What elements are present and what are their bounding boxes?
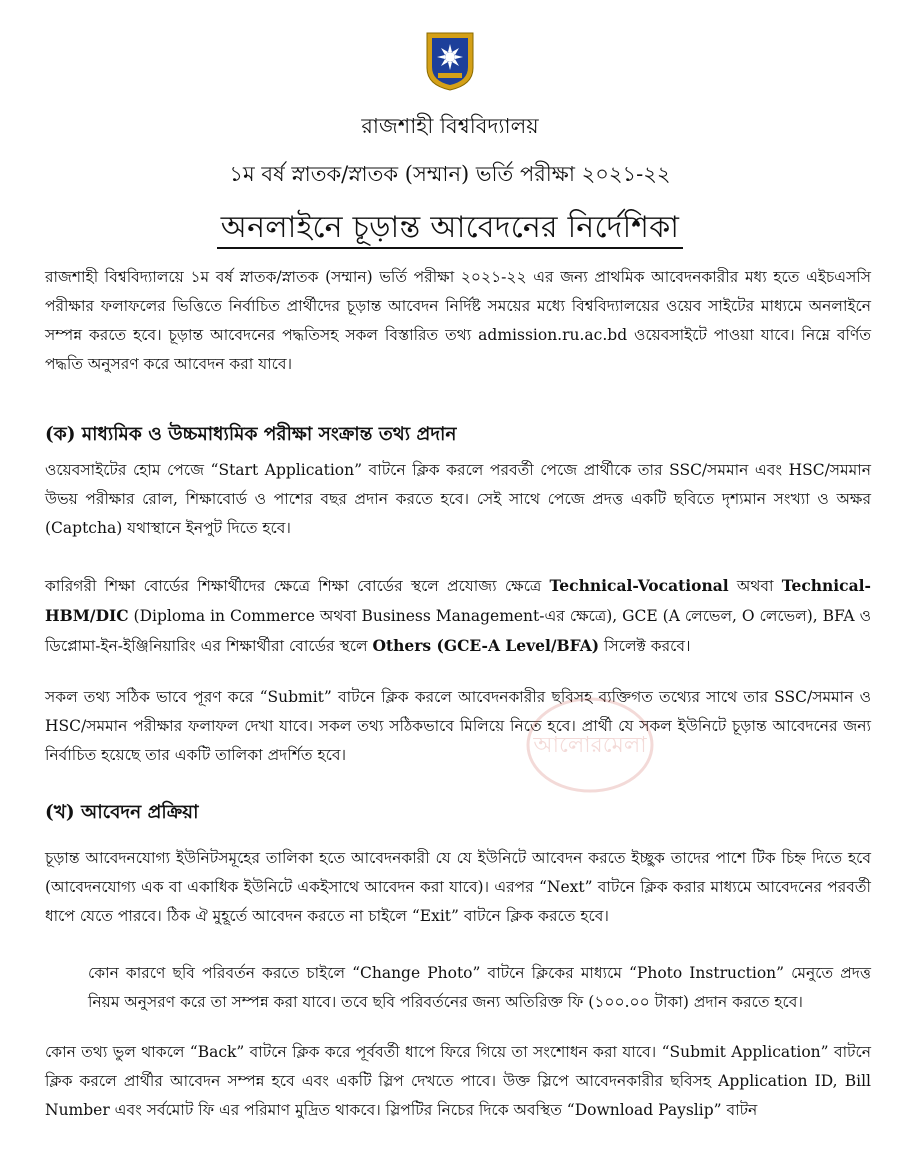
exam-title: ১ম বর্ষ স্নাতক/স্নাতক (সম্মান) ভর্তি পরীক্ষা ২০২১-২২ bbox=[229, 162, 671, 186]
section-kha-paragraph-1: চূড়ান্ত আবেদনযোগ্য ইউনিটসমূহের তালিকা হতে আবেদনকারী যে যে ইউনিটে আবেদন করতে ইচ্ছুক তাদের পাশে টিক চিহ্ন দিতে হবে (আবেদনযোগ্য এক বা একাধিক ইউনিটে একইসাথে আবেদন করা যাবে)। এরপর “Next” বাটনে ক্লিক করার মাধ্যমে আবেদনের পরবর্তী ধাপে যেতে পারবে। ঠিক ঐ মুহূর্তে আবেদন করতে না চাইলে “Exit” বাটনে ক্লিক করতে হবে। bbox=[45, 849, 871, 925]
board-technical-hbm: Technical-HBM/DIC bbox=[45, 576, 871, 625]
watermark-text: আলোরমেলা bbox=[533, 733, 647, 758]
text-run: সিলেক্ট করবে। bbox=[599, 637, 691, 655]
board-others: Others (GCE-A Level/BFA) bbox=[372, 636, 600, 655]
section-kha-paragraph-3: কোন তথ্য ভুল থাকলে “Back” বাটনে ক্লিক করে পূর্ববর্তী ধাপে ফিরে গিয়ে তা সংশোধন করা যাবে। “Submit Application” বাটনে ক্লিক করলে প্রার্থীর আবেদন সম্পন্ন হবে এবং একটি স্লিপ দেখতে পাবে। উক্ত স্লিপে আবেদনকারীর ছবিসহ Application ID, Bill Number এবং সর্বমোট ফি এর পরিমাণ মুদ্রিত থাকবে। স্লিপটির নিচের দিকে অবস্থিত “Download Payslip” বাটন bbox=[45, 1043, 871, 1119]
section-ka-paragraph-3: সকল তথ্য সঠিক ভাবে পূরণ করে “Submit” বাটনে ক্লিক করলে আবেদনকারীর ছবিসহ ব্যক্তিগত তথ্যের সাথে তার SSC/সমমান ও HSC/সমমান পরীক্ষার ফলাফল দেখা যাবে। সকল তথ্য সঠিকভাবে মিলিয়ে নিতে হবে। প্রার্থী যে সকল ইউনিটে চূড়ান্ত আবেদনের জন্য নির্বাচিত হয়েছে তার একটি তালিকা প্রদর্শিত হবে। bbox=[45, 688, 871, 764]
section-kha-heading: (খ) আবেদন প্রক্রিয়া bbox=[45, 802, 199, 823]
text-run: (Diploma in Commerce অথবা Business Management-এর ক্ষেত্রে), GCE (A লেভেল, O লেভেল), BFA ও ডিপ্লোমা-ইন-ইঞ্জিনিয়ারিং এর শিক্ষার্থীরা বোর্ডের স্থলে bbox=[45, 607, 871, 655]
section-ka-paragraph-1: ওয়েবসাইটের হোম পেজে “Start Application” বাটনে ক্লিক করলে পরবর্তী পেজে প্রার্থীকে তার SSC/সমমান এবং HSC/সমমান উভয় পরীক্ষার রোল, শিক্ষাবোর্ড ও পাশের বছর প্রদান করতে হবে। সেই সাথে পেজে প্রদত্ত একটি ছবিতে দৃশ্যমান সংখ্যা ও অক্ষর (Captcha) যথাস্থানে ইনপুট দিতে হবে। bbox=[45, 461, 871, 537]
watermark-stamp-icon bbox=[520, 690, 660, 800]
section-ka-paragraph-2 bbox=[45, 571, 871, 661]
watermark bbox=[520, 690, 660, 800]
board-technical-vocational: Technical-Vocational bbox=[549, 576, 729, 595]
university-logo bbox=[424, 30, 476, 92]
text-run: অথবা bbox=[728, 577, 782, 595]
guide-title bbox=[0, 203, 900, 254]
university-name: রাজশাহী বিশ্ববিদ্যালয় bbox=[361, 114, 539, 138]
university-seal-icon bbox=[424, 30, 476, 92]
section-kha-paragraph-2: কোন কারণে ছবি পরিবর্তন করতে চাইলে “Change Photo” বাটনে ক্লিকের মাধ্যমে “Photo Instruction” মেনুতে প্রদত্ত নিয়ম অনুসরণ করে তা সম্পন্ন করা যাবে। তবে ছবি পরিবর্তনের জন্য অতিরিক্ত ফি (১০০.০০ টাকা) প্রদান করতে হবে। bbox=[88, 964, 871, 1011]
intro-paragraph: রাজশাহী বিশ্ববিদ্যালয়ে ১ম বর্ষ স্নাতক/স্নাতক (সম্মান) ভর্তি পরীক্ষা ২০২১-২২ এর জন্য প্রাথমিক আবেদনকারীর মধ্য হতে এইচএসসি পরীক্ষার ফলাফলের ভিত্তিতে নির্বাচিত প্রার্থীদের চূড়ান্ত আবেদন নির্দিষ্ট সময়ের মধ্যে বিশ্ববিদ্যালয়ের ওয়েব সাইটের মাধ্যমে অনলাইনে সম্পন্ন করতে হবে। চূড়ান্ত আবেদনের পদ্ধতিসহ সকল বিস্তারিত তথ্য admission.ru.ac.bd ওয়েবসাইটে পাওয়া যাবে। নিম্নে বর্ণিত পদ্ধতি অনুসরণ করে আবেদন করা যাবে। bbox=[45, 268, 871, 373]
text-run: কারিগরী শিক্ষা বোর্ডের শিক্ষার্থীদের ক্ষেত্রে শিক্ষা বোর্ডের স্থলে প্রযোজ্য ক্ষেত্রে bbox=[45, 577, 550, 595]
section-ka-heading: (ক) মাধ্যমিক ও উচ্চমাধ্যমিক পরীক্ষা সংক্রান্ত তথ্য প্রদান bbox=[45, 424, 457, 445]
guide-title-text: অনলাইনে চূড়ান্ত আবেদনের নির্দেশিকা bbox=[217, 210, 683, 249]
